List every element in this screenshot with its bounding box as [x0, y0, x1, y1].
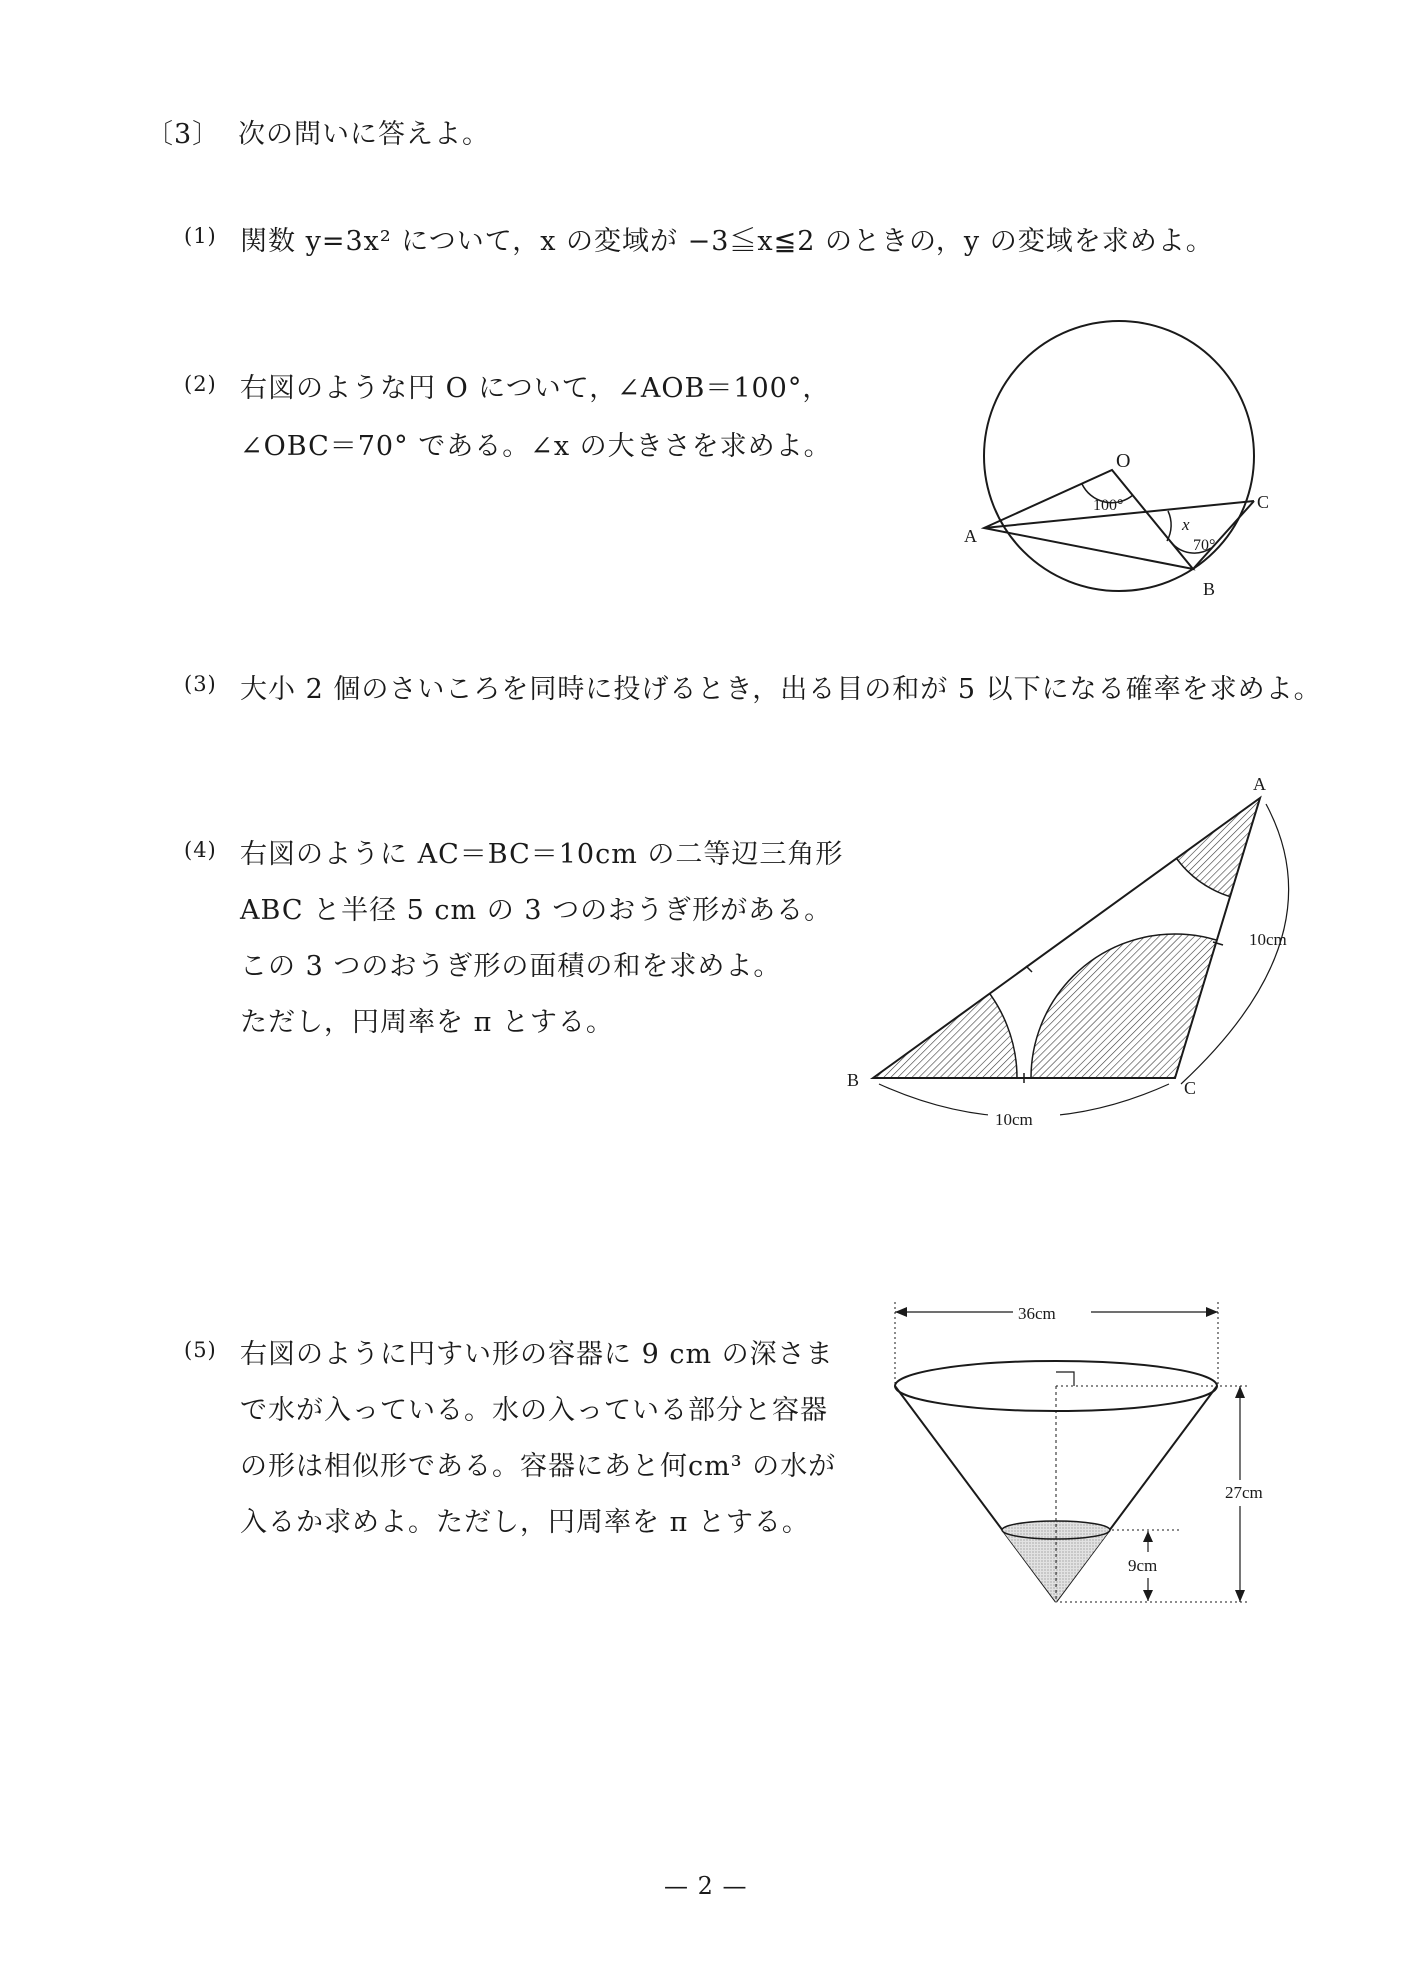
section-instruction: 次の問いに答えよ。	[238, 119, 490, 150]
dim-depth-arrow-top	[1143, 1531, 1153, 1542]
label-c: C	[1184, 1078, 1197, 1098]
label-len-bc: 10cm	[995, 1110, 1033, 1129]
q2-circle-figure	[964, 318, 1270, 608]
page-number: — 2 —	[664, 1872, 748, 1900]
dim-depth-arrow-bottom	[1143, 1590, 1153, 1601]
section-number: 〔3〕	[146, 119, 221, 150]
triangle-aob	[984, 470, 1193, 569]
tick-ab	[1026, 966, 1032, 972]
label-b: B	[847, 1070, 860, 1090]
q3-number: (3)	[184, 672, 217, 696]
label-o: O	[1116, 450, 1131, 472]
q5-cone-figure	[870, 1290, 1300, 1620]
dim-diameter-arrow-right	[1206, 1307, 1218, 1317]
dim-diameter-arrow-left	[895, 1307, 907, 1317]
label-a: A	[964, 526, 977, 546]
label-height: 27cm	[1225, 1483, 1263, 1502]
label-len-ac: 10cm	[1249, 930, 1287, 949]
right-angle-mark	[1056, 1372, 1074, 1386]
q5-line3: の形は相似形である。容器にあと何cm³ の水が	[240, 1451, 837, 1482]
label-angle-aob: 100°	[1093, 497, 1124, 514]
label-angle-obc: 70°	[1193, 537, 1216, 554]
label-c: C	[1257, 492, 1270, 512]
dim-height-arrow-top	[1235, 1386, 1245, 1398]
q5-line4: 入るか求めよ。ただし，円周率を π とする。	[240, 1507, 810, 1538]
q4-line4: ただし，円周率を π とする。	[240, 1007, 614, 1038]
q4-triangle-figure	[840, 760, 1320, 1140]
q2-line1: 右図のような円 O について，∠AOB＝100°，	[240, 373, 831, 404]
label-angle-x: x	[1182, 515, 1190, 534]
q1-number: (1)	[184, 224, 217, 248]
q5-line1: 右図のように円すい形の容器に 9 cm の深さま	[240, 1339, 834, 1370]
label-b: B	[1203, 579, 1216, 599]
label-a: A	[1253, 774, 1266, 794]
q2-number: (2)	[184, 372, 217, 396]
q5-line2: で水が入っている。水の入っている部分と容器	[240, 1395, 828, 1426]
q4-number: (4)	[184, 838, 217, 862]
chord-bc	[1193, 501, 1254, 569]
q5-number: (5)	[184, 1338, 217, 1362]
q4-line2: ABC と半径 5 cm の 3 つのおうぎ形がある。	[240, 895, 833, 926]
label-depth: 9cm	[1128, 1556, 1158, 1575]
label-diameter: 36cm	[1018, 1304, 1056, 1323]
q3-text: 大小 2 個のさいころを同時に投げるとき，出る目の和が 5 以下になる確率を求めよ。	[240, 674, 1322, 705]
q1-text: 関数 y=3x² について，x の変域が −3≦x≦2 のときの，y の変域を求めよ。	[240, 226, 1214, 257]
q4-line1: 右図のように AC＝BC＝10cm の二等辺三角形	[240, 839, 844, 870]
q4-line3: この 3 つのおうぎ形の面積の和を求めよ。	[240, 951, 782, 982]
dim-height-arrow-bottom	[1235, 1590, 1245, 1602]
q2-line2: ∠OBC＝70° である。∠x の大きさを求めよ。	[240, 431, 832, 462]
